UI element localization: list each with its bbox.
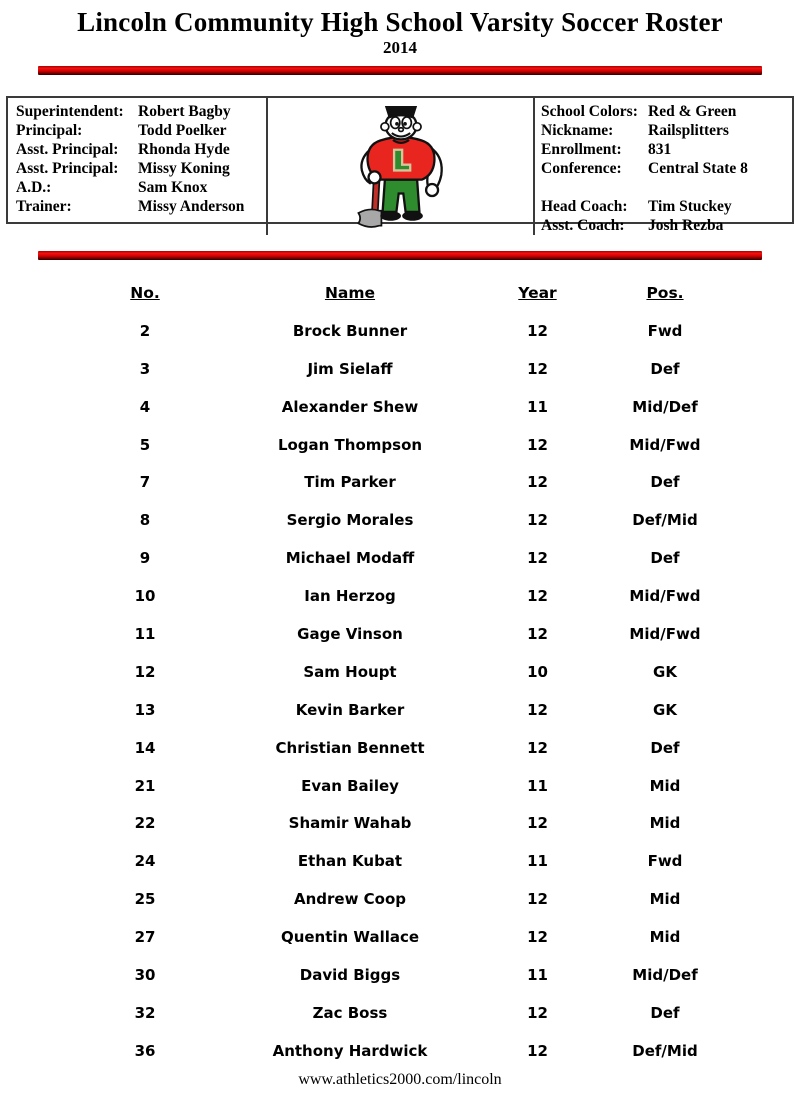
roster-cell-pos: Mid/Fwd <box>629 587 701 606</box>
roster-cell-name: Sam Houpt <box>303 662 397 681</box>
roster-cell-name: Evan Bailey <box>301 776 399 795</box>
red-divider-bottom <box>38 251 762 260</box>
roster-cell-year: 11 <box>527 776 548 795</box>
staff-info-panel <box>8 98 268 235</box>
roster-row <box>100 994 765 1032</box>
roster-cell-year: 12 <box>527 511 548 530</box>
roster-row <box>100 804 765 842</box>
footer-url: www.athletics2000.com/lincoln <box>298 1070 502 1088</box>
info-value: Railsplitters <box>648 122 729 139</box>
roster-cell-name: Tim Parker <box>304 473 396 492</box>
roster-cell-year: 12 <box>527 738 548 757</box>
info-value: Missy Anderson <box>138 198 245 215</box>
roster-cell-no: 14 <box>134 738 156 757</box>
roster-cell-pos: Mid <box>649 890 681 909</box>
info-label: School Colors: <box>541 103 638 120</box>
roster-cell-no: 4 <box>139 397 151 416</box>
roster-row <box>100 539 765 577</box>
roster-row <box>100 615 765 653</box>
roster-row <box>100 880 765 918</box>
roster-table <box>100 274 765 1070</box>
roster-cell-name: Logan Thompson <box>277 435 423 454</box>
roster-cell-pos: Fwd <box>647 321 683 340</box>
roster-row <box>100 653 765 691</box>
roster-rows <box>100 312 765 1070</box>
roster-cell-pos: Mid <box>649 814 681 833</box>
info-label: Asst. Coach: <box>541 217 625 234</box>
roster-row <box>100 312 765 350</box>
info-label: Head Coach: <box>541 198 628 215</box>
roster-cell-year: 12 <box>527 700 548 719</box>
roster-cell-name: Alexander Shew <box>281 397 419 416</box>
roster-cell-pos: Def <box>650 738 680 757</box>
roster-cell-name: Christian Bennett <box>275 738 425 757</box>
railsplitter-mascot-logo <box>342 106 460 228</box>
roster-cell-no: 11 <box>134 624 156 643</box>
info-line <box>16 140 266 159</box>
roster-row <box>100 426 765 464</box>
roster-cell-name: Brock Bunner <box>292 321 408 340</box>
info-value: Red & Green <box>648 103 737 120</box>
info-line <box>16 102 266 121</box>
roster-cell-name: David Biggs <box>299 965 401 984</box>
roster-cell-pos: Def/Mid <box>632 1041 698 1060</box>
roster-row <box>100 691 765 729</box>
roster-cell-year: 12 <box>527 473 548 492</box>
roster-header-no: No. <box>130 283 160 302</box>
roster-cell-pos: GK <box>653 700 677 719</box>
info-line <box>541 102 792 121</box>
roster-cell-year: 12 <box>527 359 548 378</box>
info-value: Sam Knox <box>138 179 208 196</box>
roster-cell-name: Sergio Morales <box>286 511 414 530</box>
roster-cell-no: 12 <box>134 662 156 681</box>
roster-row <box>100 388 765 426</box>
roster-cell-name: Zac Boss <box>312 1003 388 1022</box>
roster-cell-name: Andrew Coop <box>293 890 407 909</box>
info-value: Central State 8 <box>648 160 748 177</box>
roster-cell-name: Ian Herzog <box>304 587 396 606</box>
info-line <box>541 197 792 216</box>
roster-cell-year: 12 <box>527 1003 548 1022</box>
info-label: Principal: <box>16 122 83 139</box>
roster-row <box>100 729 765 767</box>
roster-cell-year: 11 <box>527 965 548 984</box>
year-subtitle: 2014 <box>383 38 417 57</box>
info-value: 831 <box>648 141 672 158</box>
info-label: Enrollment: <box>541 141 622 158</box>
roster-row <box>100 918 765 956</box>
roster-cell-no: 24 <box>134 852 156 871</box>
roster-cell-pos: Fwd <box>647 852 683 871</box>
info-value: Todd Poelker <box>138 122 227 139</box>
mascot-panel <box>268 98 533 235</box>
roster-cell-year: 12 <box>527 435 548 454</box>
info-value: Rhonda Hyde <box>138 141 230 158</box>
roster-cell-pos: Mid <box>649 928 681 947</box>
roster-cell-name: Shamir Wahab <box>288 814 412 833</box>
roster-cell-year: 12 <box>527 928 548 947</box>
roster-cell-year: 12 <box>527 549 548 568</box>
info-line <box>541 140 792 159</box>
info-line <box>541 216 792 235</box>
roster-cell-year: 12 <box>527 1041 548 1060</box>
page-title: Lincoln Community High School Varsity Soccer Roster <box>77 7 723 37</box>
info-label: Conference: <box>541 160 622 177</box>
roster-cell-no: 10 <box>134 587 156 606</box>
info-line <box>541 159 792 178</box>
roster-row <box>100 956 765 994</box>
roster-row <box>100 350 765 388</box>
info-value: Josh Rezba <box>648 217 724 234</box>
roster-cell-no: 21 <box>134 776 156 795</box>
roster-cell-name: Jim Sielaff <box>307 359 393 378</box>
roster-cell-year: 12 <box>527 624 548 643</box>
roster-header-row <box>100 274 765 312</box>
roster-cell-pos: Mid/Fwd <box>629 435 701 454</box>
info-line <box>16 197 266 216</box>
roster-cell-pos: Mid/Def <box>632 965 698 984</box>
roster-cell-name: Quentin Wallace <box>280 928 420 947</box>
roster-cell-pos: Def <box>650 1003 680 1022</box>
roster-cell-pos: GK <box>653 662 677 681</box>
roster-cell-pos: Def <box>650 549 680 568</box>
info-line <box>541 121 792 140</box>
roster-cell-pos: Def <box>650 473 680 492</box>
roster-cell-no: 3 <box>139 359 151 378</box>
roster-cell-pos: Mid/Fwd <box>629 624 701 643</box>
roster-cell-name: Ethan Kubat <box>297 852 403 871</box>
info-value: Missy Koning <box>138 160 230 177</box>
roster-cell-no: 5 <box>139 435 151 454</box>
roster-row <box>100 501 765 539</box>
roster-cell-year: 12 <box>527 321 548 340</box>
info-line <box>16 178 266 197</box>
roster-cell-year: 12 <box>527 814 548 833</box>
info-line <box>16 159 266 178</box>
roster-row <box>100 842 765 880</box>
roster-cell-no: 22 <box>134 814 156 833</box>
roster-cell-year: 10 <box>527 662 548 681</box>
info-line <box>541 178 792 197</box>
roster-row <box>100 1032 765 1070</box>
info-label: Asst. Principal: <box>16 160 119 177</box>
roster-cell-no: 9 <box>139 549 151 568</box>
school-info-box <box>6 96 794 234</box>
roster-cell-pos: Def/Mid <box>632 511 698 530</box>
roster-cell-no: 8 <box>139 511 151 530</box>
info-label: Nickname: <box>541 122 614 139</box>
info-label: A.D.: <box>16 179 52 196</box>
info-label: Asst. Principal: <box>16 141 119 158</box>
roster-header-name: Name <box>324 283 376 302</box>
roster-cell-no: 13 <box>134 700 156 719</box>
red-divider-top <box>38 66 762 75</box>
roster-cell-year: 12 <box>527 890 548 909</box>
roster-row <box>100 577 765 615</box>
info-value: Tim Stuckey <box>648 198 732 215</box>
roster-header-year: Year <box>518 283 557 302</box>
roster-header-pos: Pos. <box>646 283 684 302</box>
roster-cell-year: 11 <box>527 397 548 416</box>
roster-cell-pos: Mid/Def <box>632 397 698 416</box>
roster-cell-pos: Mid <box>649 776 681 795</box>
roster-row <box>100 463 765 501</box>
info-value: Robert Bagby <box>138 103 231 120</box>
roster-cell-name: Kevin Barker <box>295 700 405 719</box>
roster-cell-no: 2 <box>139 321 151 340</box>
roster-cell-no: 25 <box>134 890 156 909</box>
roster-cell-no: 36 <box>134 1041 156 1060</box>
roster-cell-name: Michael Modaff <box>285 549 415 568</box>
info-line <box>16 121 266 140</box>
school-info-panel <box>533 98 792 235</box>
info-label: Superintendent: <box>16 103 124 120</box>
roster-row <box>100 767 765 805</box>
roster-cell-name: Anthony Hardwick <box>272 1041 428 1060</box>
roster-cell-name: Gage Vinson <box>297 624 403 643</box>
roster-cell-pos: Def <box>650 359 680 378</box>
roster-cell-year: 11 <box>527 852 548 871</box>
roster-cell-no: 30 <box>134 965 156 984</box>
info-label: Trainer: <box>16 198 72 215</box>
roster-cell-no: 27 <box>134 928 156 947</box>
roster-cell-year: 12 <box>527 587 548 606</box>
roster-cell-no: 32 <box>134 1003 156 1022</box>
roster-cell-no: 7 <box>139 473 151 492</box>
info-label <box>541 178 648 197</box>
